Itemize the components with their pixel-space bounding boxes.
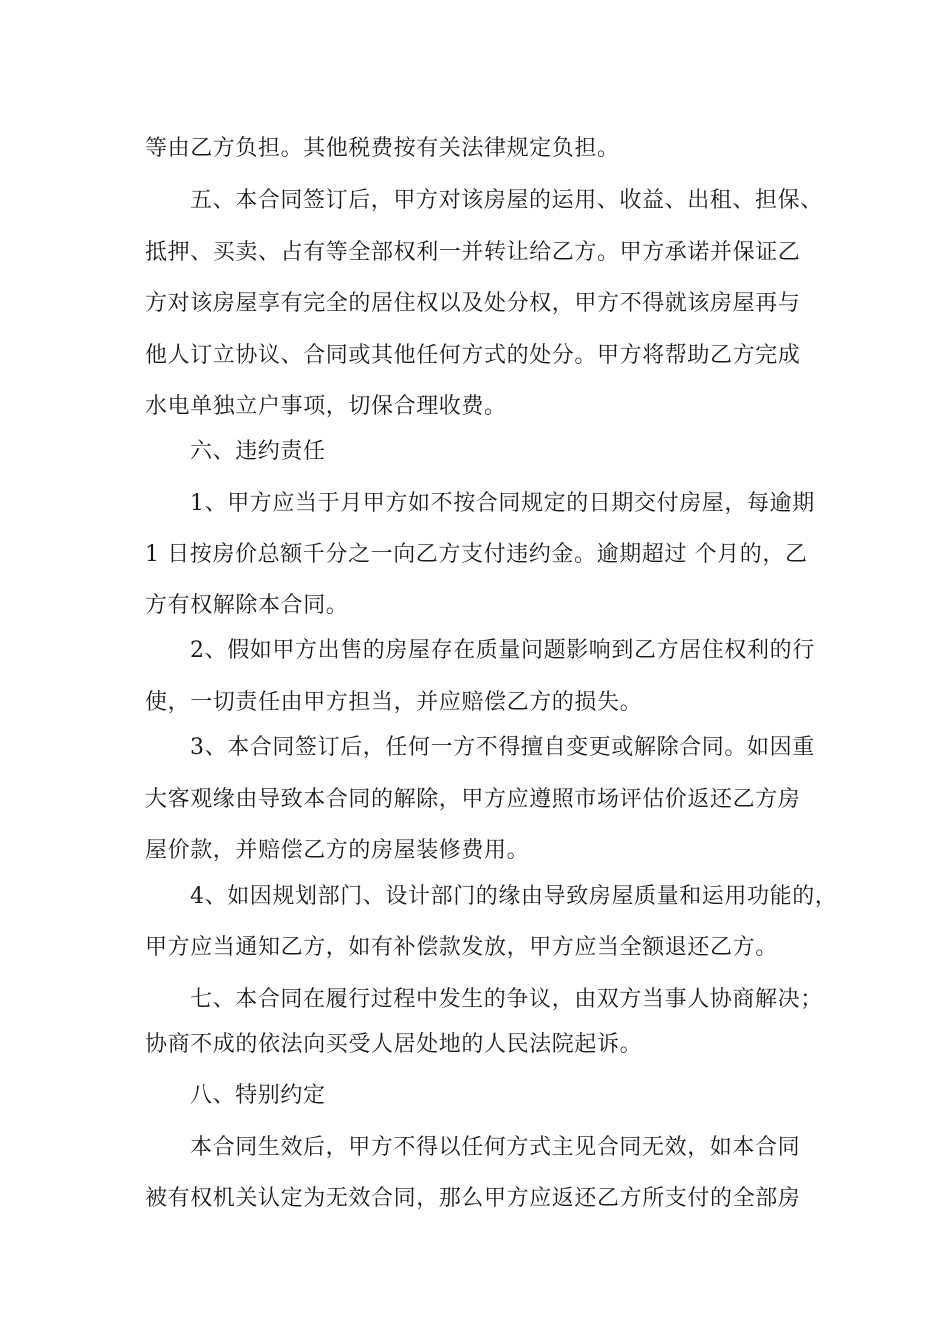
paragraph-line: 被有权机关认定为无效合同，那么甲方应返还乙方所支付的全部房 — [145, 1186, 801, 1211]
section-heading: 六、违约责任 — [190, 439, 326, 464]
paragraph-line: 水电单独立户事项，切保合理收费。 — [145, 394, 507, 419]
paragraph-line: 本合同生效后，甲方不得以任何方式主见合同无效，如本合同 — [190, 1135, 801, 1160]
paragraph-line: 协商不成的依法向买受人居处地的人民法院起诉。 — [145, 1032, 643, 1057]
paragraph-line: 使，一切责任由甲方担当，并应赔偿乙方的损失。 — [145, 690, 643, 715]
paragraph-line: 1、甲方应当于月甲方如不按合同规定的日期交付房屋，每逾期 — [190, 491, 815, 516]
section-heading: 八、特别约定 — [190, 1083, 326, 1108]
paragraph-line: 等由乙方负担。其他税费按有关法律规定负担。 — [145, 136, 620, 161]
paragraph-line: 五、本合同签订后，甲方对该房屋的运用、收益、出租、担保、 — [190, 188, 823, 213]
paragraph-line: 4、如因规划部门、设计部门的缘由导致房屋质量和运用功能的， — [190, 884, 838, 909]
paragraph-line: 屋价款，并赔偿乙方的房屋装修费用。 — [145, 838, 530, 863]
paragraph-line: 方对该房屋享有完全的居住权以及处分权，甲方不得就该房屋再与 — [145, 291, 801, 316]
paragraph-line: 1 日按房价总额千分之一向乙方支付违约金。逾期超过 个月的，乙 — [145, 542, 808, 567]
paragraph-line: 2、假如甲方出售的房屋存在质量问题影响到乙方居住权利的行 — [190, 638, 815, 663]
paragraph-line: 他人订立协议、合同或其他任何方式的处分。甲方将帮助乙方完成 — [145, 343, 801, 368]
paragraph-line: 甲方应当通知乙方，如有补偿款发放，甲方应当全额退还乙方。 — [145, 935, 778, 960]
paragraph-line: 3、本合同签订后，任何一方不得擅自变更或解除合同。如因重 — [190, 735, 815, 760]
paragraph-line: 方有权解除本合同。 — [145, 593, 349, 618]
paragraph-line: 七、本合同在履行过程中发生的争议，由双方当事人协商解决； — [190, 987, 823, 1012]
paragraph-line: 大客观缘由导致本合同的解除，甲方应遵照市场评估价返还乙方房 — [145, 787, 801, 812]
paragraph-line: 抵押、买卖、占有等全部权利一并转让给乙方。甲方承诺并保证乙 — [145, 240, 801, 265]
